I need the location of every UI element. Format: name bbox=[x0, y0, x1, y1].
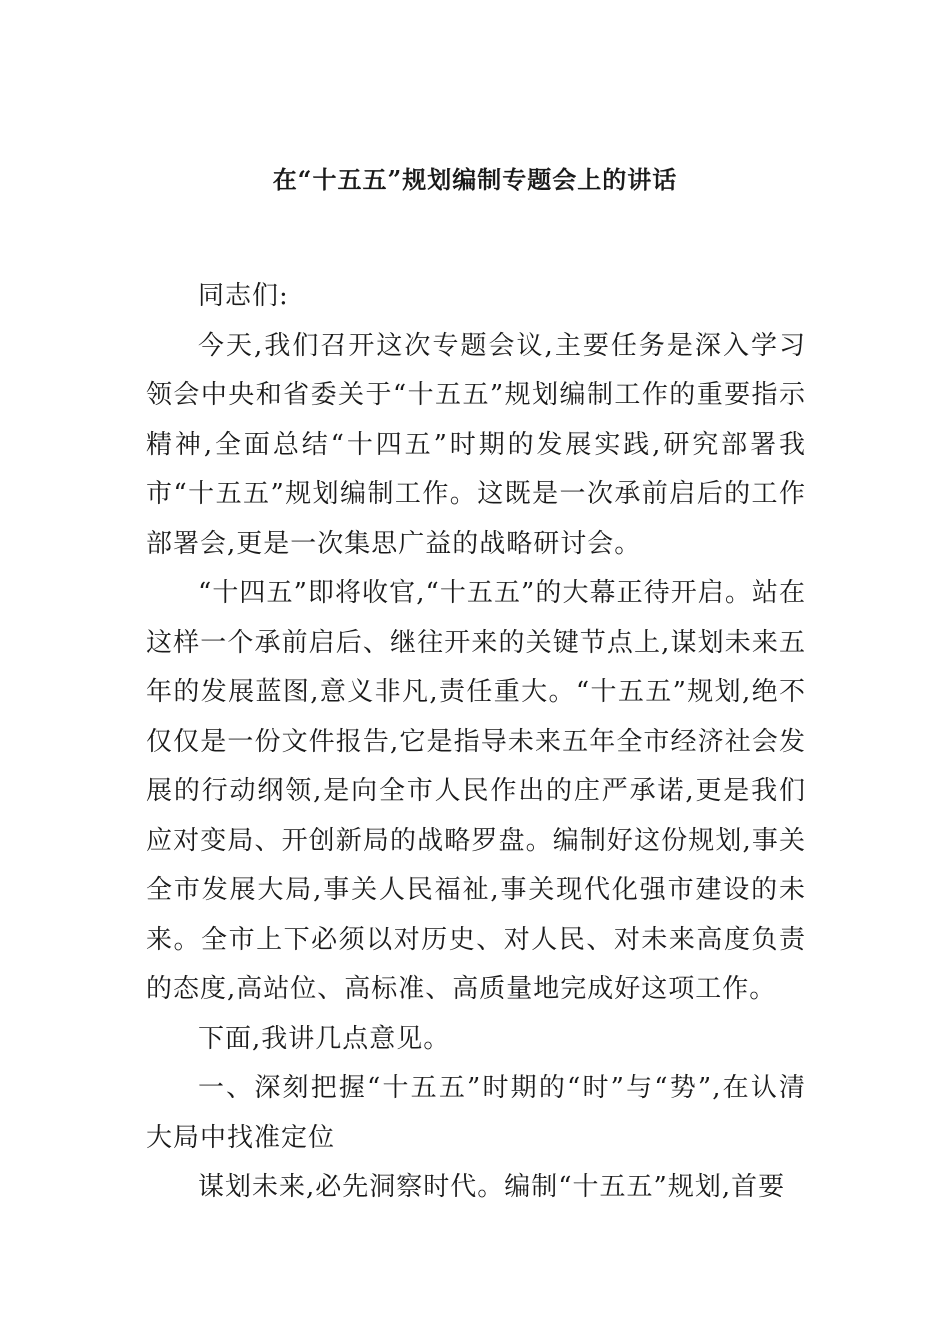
body-paragraph: 谋划未来,必先洞察时代。编制“十五五”规划,首要 bbox=[198, 1172, 786, 1202]
document-title: 在“十五五”规划编制专题会上的讲话 bbox=[272, 165, 678, 194]
body-paragraph: 下面,我讲几点意见。 bbox=[198, 1023, 451, 1054]
body-paragraph: 今天,我们召开这次专题会议,主要任务是深入学习领会中央和省委关于“十五五”规划编制工作的重要指示精神,全面总结“十四五”时期的发展实践,研究部署我市“十五五”规划编制工作。这既是一次承前启后的工作部署会,更是一次集思广益的战略研讨会。 bbox=[146, 330, 806, 559]
salutation-paragraph: 同志们: bbox=[198, 281, 289, 311]
body-paragraph: “十四五”即将收官,“十五五”的大幕正待开启。站在这样一个承前启后、继往开来的关键节点上,谋划未来五年的发展蓝图,意义非凡,责任重大。“十五五”规划,绝不仅仅是一份文件报告,它是指导未来五年全市经济社会发展的行动纲领,是向全市人民作出的庄严承诺,更是我们应对变局、开创新局的战略罗盘。编制好这份规划,事关全市发展大局,事关人民福祉,事关现代化强市建设的未来。全市上下必须以对历史、对人民、对未来高度负责的态度,高站位、高标准、高质量地完成好这项工作。 bbox=[146, 578, 806, 1004]
section-heading: 一、深刻把握“十五五”时期的“时”与“势”,在认清大局中找准定位 bbox=[146, 1073, 806, 1153]
document-body bbox=[146, 272, 806, 1213]
